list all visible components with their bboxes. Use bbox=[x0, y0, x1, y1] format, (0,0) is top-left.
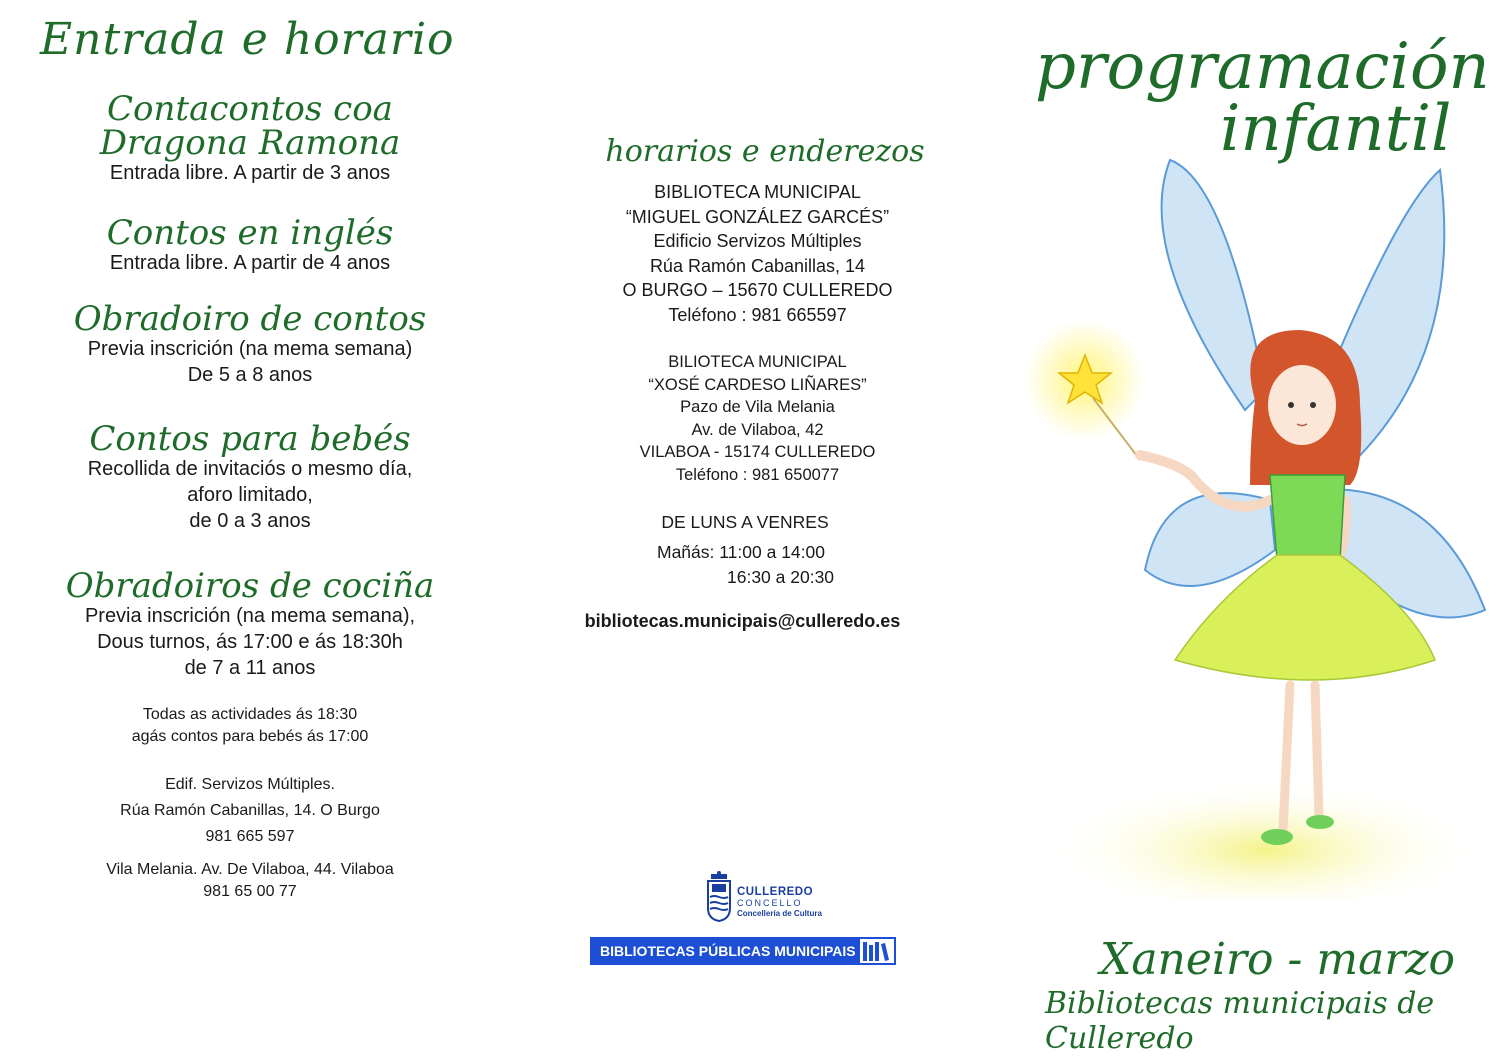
library-line: Av. de Vilaboa, 42 bbox=[691, 420, 824, 439]
library-line: O BURGO – 15670 CULLEREDO bbox=[622, 280, 893, 301]
note-line: 981 65 00 77 bbox=[203, 883, 297, 900]
activity-title: Contos para bebés bbox=[89, 419, 411, 459]
activity-title: Obradoiros de cociña bbox=[65, 566, 435, 606]
libraries-banner bbox=[590, 937, 896, 965]
vila-note bbox=[0, 859, 500, 903]
activity-title: Dragona Ramona bbox=[99, 123, 401, 163]
email-link[interactable]: bibliotecas.municipais@culleredo.es bbox=[584, 611, 901, 631]
hours-afternoon: 16:30 a 20:30 bbox=[727, 567, 835, 587]
middle-panel bbox=[500, 0, 1015, 1033]
activity-title: Contos en inglés bbox=[106, 213, 394, 253]
library-line: Edificio Servizos Múltiples bbox=[653, 231, 862, 252]
cover-title-line2: infantil bbox=[1220, 92, 1452, 166]
left-panel bbox=[0, 0, 500, 1033]
library-line: BIBLIOTECA MUNICIPAL bbox=[654, 182, 861, 202]
schedule-note bbox=[0, 704, 500, 748]
activity-contos-ingles bbox=[0, 213, 500, 276]
fairy-illustration bbox=[1015, 140, 1500, 900]
note-line: Edif. Servizos Múltiples. bbox=[165, 776, 335, 793]
note-line: agás contos para bebés ás 17:00 bbox=[131, 728, 369, 745]
logo-line: Concellería de Cultura bbox=[737, 909, 822, 918]
activity-line: Dous turnos, ás 17:00 e ás 18:30h bbox=[97, 631, 403, 653]
logo-line: CULLEREDO bbox=[737, 886, 814, 898]
library-line: Rúa Ramón Cabanillas, 14 bbox=[649, 255, 866, 276]
activity-contos-bebes bbox=[0, 419, 500, 534]
note-line: 981 665 597 bbox=[205, 828, 295, 845]
address-note bbox=[0, 772, 500, 850]
activity-obradoiro-contos bbox=[0, 299, 500, 388]
library-line: Teléfono : 981 665597 bbox=[668, 304, 847, 325]
note-line: Rúa Ramón Cabanillas, 14. O Burgo bbox=[120, 802, 380, 819]
activity-line: Previa inscrición (na mema semana) bbox=[87, 338, 413, 360]
shield-icon bbox=[705, 870, 733, 922]
note-line: Vila Melania. Av. De Vilaboa, 44. Vilaboa bbox=[106, 861, 394, 878]
hours-title: DE LUNS A VENRES bbox=[661, 512, 829, 532]
library-line: “MIGUEL GONZÁLEZ GARCÉS” bbox=[625, 206, 890, 227]
activity-line: Entrada libre. A partir de 3 anos bbox=[109, 162, 391, 184]
logo-line: CONCELLO bbox=[737, 898, 803, 908]
activity-line: Entrada libre. A partir de 4 anos bbox=[109, 252, 391, 274]
note-line: Todas as actividades ás 18:30 bbox=[142, 706, 358, 723]
activity-line: aforo limitado, bbox=[187, 484, 313, 506]
activity-obradoiros-cocina bbox=[0, 566, 500, 681]
library-line: Teléfono : 981 650077 bbox=[675, 465, 840, 484]
activity-line: de 7 a 11 anos bbox=[184, 657, 316, 679]
activity-title: Contacontos coa bbox=[107, 89, 393, 129]
activity-line: Previa inscrición (na mema semana), bbox=[84, 605, 416, 627]
activity-contacontos bbox=[0, 89, 500, 186]
activity-line: De 5 a 8 anos bbox=[187, 364, 313, 386]
activity-line: de 0 a 3 anos bbox=[189, 510, 311, 532]
library-line: VILABOA - 15174 CULLEREDO bbox=[639, 443, 876, 462]
activity-title: Obradoiro de contos bbox=[73, 299, 427, 339]
library-line: Pazo de Vila Melania bbox=[680, 398, 835, 417]
library-line: “XOSÉ CARDESO LIÑARES” bbox=[648, 375, 867, 394]
library-1 bbox=[500, 180, 1015, 328]
books-icon bbox=[858, 937, 896, 965]
cover-title-line1: programación bbox=[1035, 30, 1490, 104]
cover-panel bbox=[1015, 0, 1500, 1056]
culleredo-logo bbox=[705, 870, 825, 922]
library-line: BILIOTECA MUNICIPAL bbox=[668, 353, 847, 371]
cover-subtitle: Bibliotecas municipais de Culleredo bbox=[1045, 986, 1435, 1056]
left-title: Entrada e horario bbox=[40, 14, 455, 65]
middle-title: horarios e enderezos bbox=[605, 134, 925, 169]
months-title: Xaneiro - marzo bbox=[1100, 934, 1456, 985]
activity-line: Recollida de invitaciós o mesmo día, bbox=[87, 458, 413, 480]
hours-morning: Mañás: 11:00 a 14:00 bbox=[657, 542, 825, 562]
banner-text: BIBLIOTECAS PÚBLICAS MUNICIPAIS bbox=[600, 943, 856, 959]
library-2 bbox=[500, 351, 1015, 487]
